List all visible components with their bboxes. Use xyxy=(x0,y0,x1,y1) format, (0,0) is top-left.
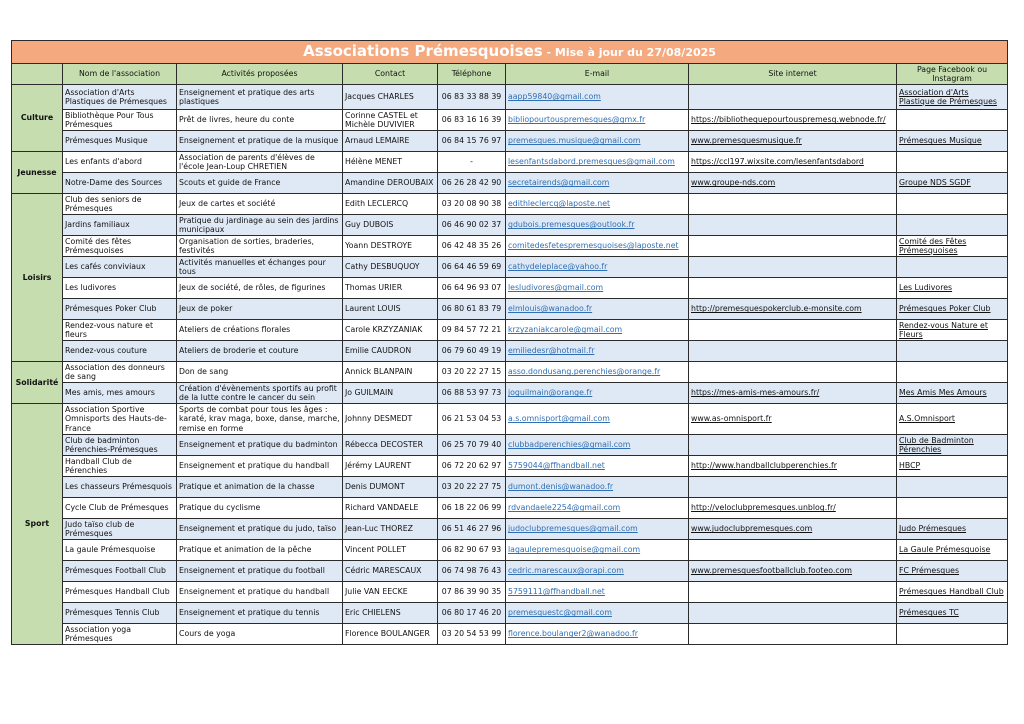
activity-cell: Pratique et animation de la chasse xyxy=(177,477,343,498)
phone-cell: - xyxy=(438,152,506,173)
category-cell: Jeunesse xyxy=(12,152,63,194)
activity-cell: Enseignement et pratique du football xyxy=(177,561,343,582)
phone-cell: 06 46 90 02 37 xyxy=(438,215,506,236)
association-name: La gaule Prémesquoise xyxy=(63,540,177,561)
social-page-link[interactable]: Prémesques Poker Club xyxy=(897,299,1008,320)
contact-cell: Edith LECLERCQ xyxy=(343,194,438,215)
association-name: Prémesques Musique xyxy=(63,131,177,152)
contact-cell: Emilie CAUDRON xyxy=(343,341,438,362)
category-column-header xyxy=(12,64,63,85)
email-link[interactable]: gdubois.premesques@outlook.fr xyxy=(506,215,689,236)
update-date: - Mise à jour du 27/08/2025 xyxy=(542,46,716,59)
social-page-link[interactable]: Les Ludivores xyxy=(897,278,1008,299)
contact-cell: Thomas URIER xyxy=(343,278,438,299)
contact-cell: Rébecca DECOSTER xyxy=(343,435,438,456)
contact-cell: Annick BLANPAIN xyxy=(343,362,438,383)
column-header-row xyxy=(12,64,1008,85)
activity-cell: Enseignement et pratique du handball xyxy=(177,582,343,603)
website-link[interactable]: www.as-omnisport.fr xyxy=(689,404,897,435)
website-link xyxy=(689,603,897,624)
email-link[interactable]: joguilmain@orange.fr xyxy=(506,383,689,404)
table-row xyxy=(12,194,1008,215)
association-name: Judo taïso club de Prémesques xyxy=(63,519,177,540)
email-link[interactable]: 5759111@ffhandball.net xyxy=(506,582,689,603)
table-row xyxy=(12,561,1008,582)
website-link[interactable]: http://www.handballclubperenchies.fr xyxy=(689,456,897,477)
association-name: Notre-Dame des Sources xyxy=(63,173,177,194)
social-page-link[interactable]: Prémesques Handball Club xyxy=(897,582,1008,603)
activity-column-header: Activités proposées xyxy=(177,64,343,85)
email-link[interactable]: asso.dondusang.perenchies@orange.fr xyxy=(506,362,689,383)
email-link[interactable]: lesenfantsdabord.premesques@gmail.com xyxy=(506,152,689,173)
name-column-header: Nom de l'association xyxy=(63,64,177,85)
email-link[interactable]: premesques.musique@gmail.com xyxy=(506,131,689,152)
activity-cell: Jeux de cartes et société xyxy=(177,194,343,215)
social-page-link xyxy=(897,194,1008,215)
association-name: Mes amis, mes amours xyxy=(63,383,177,404)
phone-cell: 03 20 54 53 99 xyxy=(438,624,506,645)
phone-cell: 06 42 48 35 26 xyxy=(438,236,506,257)
table-row xyxy=(12,320,1008,341)
contact-cell: Cédric MARESCAUX xyxy=(343,561,438,582)
phone-cell: 06 64 96 93 07 xyxy=(438,278,506,299)
social-page-link[interactable]: HBCP xyxy=(897,456,1008,477)
table-row xyxy=(12,383,1008,404)
association-name: Les chasseurs Prémesquois xyxy=(63,477,177,498)
activity-cell: Association de parents d'élèves de l'école Jean-Loup CHRETIEN xyxy=(177,152,343,173)
association-name: Club de badminton Pérenchies-Prémesques xyxy=(63,435,177,456)
website-link[interactable]: www.premesquesfootballclub.footeo.com xyxy=(689,561,897,582)
contact-cell: Vincent POLLET xyxy=(343,540,438,561)
social-page-link[interactable]: Prémesques TC xyxy=(897,603,1008,624)
website-link[interactable]: https://bibliothequepourtouspremesq.webnode.fr/ xyxy=(689,110,897,131)
table-row xyxy=(12,152,1008,173)
contact-cell: Cathy DESBUQUOY xyxy=(343,257,438,278)
phone-cell: 06 72 20 62 97 xyxy=(438,456,506,477)
email-link[interactable]: cathydeleplace@yahoo.fr xyxy=(506,257,689,278)
phone-cell: 06 79 60 49 19 xyxy=(438,341,506,362)
category-cell: Solidarité xyxy=(12,362,63,404)
table-row xyxy=(12,404,1008,435)
association-name: Association des donneurs de sang xyxy=(63,362,177,383)
table-row xyxy=(12,110,1008,131)
table-row xyxy=(12,540,1008,561)
email-link[interactable]: elmlouis@wanadoo.fr xyxy=(506,299,689,320)
activity-cell: Enseignement et pratique de la musique xyxy=(177,131,343,152)
website-link[interactable]: https://ccl197.wixsite.com/lesenfantsdabord xyxy=(689,152,897,173)
social-page-link[interactable]: Prémesques Musique xyxy=(897,131,1008,152)
social-page-link xyxy=(897,215,1008,236)
social-page-link[interactable]: A.S.Omnisport xyxy=(897,404,1008,435)
table-row xyxy=(12,519,1008,540)
association-name: Prémesques Tennis Club xyxy=(63,603,177,624)
association-name: Prémesques Handball Club xyxy=(63,582,177,603)
category-cell: Sport xyxy=(12,404,63,645)
association-name: Rendez-vous nature et fleurs xyxy=(63,320,177,341)
contact-cell: Johnny DESMEDT xyxy=(343,404,438,435)
activity-cell: Don de sang xyxy=(177,362,343,383)
table-row xyxy=(12,362,1008,383)
website-link[interactable]: http://premesquespokerclub.e-monsite.com xyxy=(689,299,897,320)
website-link xyxy=(689,278,897,299)
website-link xyxy=(689,320,897,341)
contact-cell: Denis DUMONT xyxy=(343,477,438,498)
social-page-link xyxy=(897,341,1008,362)
contact-cell: Carole KRZYZANIAK xyxy=(343,320,438,341)
activity-cell: Pratique du jardinage au sein des jardins municipaux xyxy=(177,215,343,236)
table-row xyxy=(12,85,1008,110)
social-page-link xyxy=(897,110,1008,131)
website-column-header: Site internet xyxy=(689,64,897,85)
email-link[interactable]: comitedesfetespremesquoises@laposte.net xyxy=(506,236,689,257)
activity-cell: Enseignement et pratique du badminton xyxy=(177,435,343,456)
contact-column-header: Contact xyxy=(343,64,438,85)
activity-cell: Ateliers de broderie et couture xyxy=(177,341,343,362)
activity-cell: Ateliers de créations florales xyxy=(177,320,343,341)
activity-cell: Cours de yoga xyxy=(177,624,343,645)
email-link[interactable]: 5759044@ffhandball.net xyxy=(506,456,689,477)
email-link[interactable]: cedric.marescaux@orapi.com xyxy=(506,561,689,582)
activity-cell: Enseignement et pratique du judo, taïso xyxy=(177,519,343,540)
social-page-link[interactable]: La Gaule Prémesquoise xyxy=(897,540,1008,561)
social-page-link xyxy=(897,152,1008,173)
activity-cell: Pratique et animation de la pêche xyxy=(177,540,343,561)
phone-cell: 03 20 22 27 75 xyxy=(438,477,506,498)
email-link[interactable]: krzyzaniakcarole@gmail.com xyxy=(506,320,689,341)
contact-cell: Laurent LOUIS xyxy=(343,299,438,320)
associations-table xyxy=(11,40,1008,645)
social-page-link[interactable]: Groupe NDS SGDF xyxy=(897,173,1008,194)
activity-cell: Prêt de livres, heure du conte xyxy=(177,110,343,131)
email-column-header: E-mail xyxy=(506,64,689,85)
email-link[interactable]: premesquestc@gmail.com xyxy=(506,603,689,624)
email-link[interactable]: dumont.denis@wanadoo.fr xyxy=(506,477,689,498)
phone-cell: 06 84 15 76 97 xyxy=(438,131,506,152)
contact-cell: Richard VANDAELE xyxy=(343,498,438,519)
social-page-link[interactable]: Club de Badminton Pérenchies xyxy=(897,435,1008,456)
phone-cell: 06 80 17 46 20 xyxy=(438,603,506,624)
website-link xyxy=(689,435,897,456)
table-row xyxy=(12,236,1008,257)
contact-cell: Eric CHIELENS xyxy=(343,603,438,624)
contact-cell: Jean-Luc THOREZ xyxy=(343,519,438,540)
contact-cell: Guy DUBOIS xyxy=(343,215,438,236)
phone-cell: 03 20 22 27 15 xyxy=(438,362,506,383)
phone-cell: 06 88 53 97 73 xyxy=(438,383,506,404)
social-column-header: Page Facebook ou Instagram xyxy=(897,64,1008,85)
contact-cell: Jérémy LAURENT xyxy=(343,456,438,477)
association-name: Les ludivores xyxy=(63,278,177,299)
activity-cell: Enseignement et pratique du tennis xyxy=(177,603,343,624)
activity-cell: Organisation de sorties, braderies, festivités xyxy=(177,236,343,257)
association-name: Jardins familiaux xyxy=(63,215,177,236)
contact-cell: Jacques CHARLES xyxy=(343,85,438,110)
social-page-link[interactable]: Judo Prémesques xyxy=(897,519,1008,540)
website-link xyxy=(689,624,897,645)
email-link[interactable]: lagaulepremesquoise@gmail.com xyxy=(506,540,689,561)
website-link xyxy=(689,582,897,603)
contact-cell: Hélène MENET xyxy=(343,152,438,173)
website-link[interactable]: www.judoclubpremesques.com xyxy=(689,519,897,540)
website-link xyxy=(689,215,897,236)
activity-cell: Pratique du cyclisme xyxy=(177,498,343,519)
social-page-link[interactable]: Association d'Arts Plastique de Prémesques xyxy=(897,85,1008,110)
table-row xyxy=(12,603,1008,624)
title-text: Associations Prémesquoises xyxy=(303,42,543,60)
association-name: Les cafés conviviaux xyxy=(63,257,177,278)
phone-cell: 06 26 28 42 90 xyxy=(438,173,506,194)
social-page-link xyxy=(897,257,1008,278)
contact-cell: Jo GUILMAIN xyxy=(343,383,438,404)
email-link[interactable]: judoclubpremesques@gmail.com xyxy=(506,519,689,540)
email-link[interactable]: a.s.omnisport@gmail.com xyxy=(506,404,689,435)
phone-cell: 06 64 46 59 69 xyxy=(438,257,506,278)
table-row xyxy=(12,131,1008,152)
phone-column-header: Téléphone xyxy=(438,64,506,85)
phone-cell: 06 21 53 04 53 xyxy=(438,404,506,435)
activity-cell: Sports de combat pour tous les âges : karaté, krav maga, boxe, danse, marche, remise en forme xyxy=(177,404,343,435)
contact-cell: Amandine DEROUBAIX xyxy=(343,173,438,194)
email-link[interactable]: clubbadperenchies@gmail.com xyxy=(506,435,689,456)
email-link[interactable]: emiliedesr@hotmail.fr xyxy=(506,341,689,362)
social-page-link xyxy=(897,624,1008,645)
activity-cell: Activités manuelles et échanges pour tous xyxy=(177,257,343,278)
contact-cell: Arnaud LEMAIRE xyxy=(343,131,438,152)
table-row xyxy=(12,215,1008,236)
phone-cell: 06 25 70 79 40 xyxy=(438,435,506,456)
association-name: Bibliothèque Pour Tous Prémesques xyxy=(63,110,177,131)
association-name: Les enfants d'abord xyxy=(63,152,177,173)
website-link xyxy=(689,236,897,257)
contact-cell: Florence BOULANGER xyxy=(343,624,438,645)
association-name: Comité des fêtes Prémesquoises xyxy=(63,236,177,257)
email-link[interactable]: edithleclercq@laposte.net xyxy=(506,194,689,215)
website-link xyxy=(689,477,897,498)
social-page-link[interactable]: Mes Amis Mes Amours xyxy=(897,383,1008,404)
website-link[interactable]: www.groupe-nds.com xyxy=(689,173,897,194)
phone-cell: 06 80 61 83 79 xyxy=(438,299,506,320)
social-page-link xyxy=(897,362,1008,383)
website-link xyxy=(689,85,897,110)
contact-cell: Julie VAN EECKE xyxy=(343,582,438,603)
association-name: Rendez-vous couture xyxy=(63,341,177,362)
website-link xyxy=(689,341,897,362)
association-name: Handball Club de Pérenchies xyxy=(63,456,177,477)
phone-cell: 06 82 90 67 93 xyxy=(438,540,506,561)
phone-cell: 06 83 33 88 39 xyxy=(438,85,506,110)
table-row xyxy=(12,624,1008,645)
phone-cell: 06 74 98 76 43 xyxy=(438,561,506,582)
association-name: Club des seniors de Prémesques xyxy=(63,194,177,215)
association-name: Association yoga Prémesques xyxy=(63,624,177,645)
contact-cell: Corinne CASTEL et Michèle DUVIVIER xyxy=(343,110,438,131)
social-page-link[interactable]: FC Prémesques xyxy=(897,561,1008,582)
email-link[interactable]: florence.boulanger2@wanadoo.fr xyxy=(506,624,689,645)
table-row xyxy=(12,173,1008,194)
website-link[interactable]: http://veloclubpremesques.unblog.fr/ xyxy=(689,498,897,519)
association-name: Prémesques Poker Club xyxy=(63,299,177,320)
phone-cell: 09 84 57 72 21 xyxy=(438,320,506,341)
activity-cell: Création d'évènements sportifs au profit de la lutte contre le cancer du sein xyxy=(177,383,343,404)
phone-cell: 06 83 16 16 39 xyxy=(438,110,506,131)
association-name: Prémesques Football Club xyxy=(63,561,177,582)
table-row xyxy=(12,257,1008,278)
email-link[interactable]: bibliopourtouspremesques@gmx.fr xyxy=(506,110,689,131)
association-name: Association d'Arts Plastiques de Prémesques xyxy=(63,85,177,110)
email-link[interactable]: aapp59840@gmail.com xyxy=(506,85,689,110)
email-link[interactable]: rdvandaele2254@gmail.com xyxy=(506,498,689,519)
website-link[interactable]: https://mes-amis-mes-amours.fr/ xyxy=(689,383,897,404)
phone-cell: 03 20 08 90 38 xyxy=(438,194,506,215)
table-row xyxy=(12,582,1008,603)
phone-cell: 06 51 46 27 96 xyxy=(438,519,506,540)
website-link xyxy=(689,540,897,561)
activity-cell: Enseignement et pratique du handball xyxy=(177,456,343,477)
page-title xyxy=(12,41,1008,64)
table-row xyxy=(12,477,1008,498)
website-link xyxy=(689,194,897,215)
table-row xyxy=(12,435,1008,456)
social-page-link[interactable]: Comité des Fêtes Prémesquoises xyxy=(897,236,1008,257)
website-link[interactable]: www.premesquesmusique.fr xyxy=(689,131,897,152)
website-link xyxy=(689,257,897,278)
association-name: Cycle Club de Prémesques xyxy=(63,498,177,519)
contact-cell: Yoann DESTROYE xyxy=(343,236,438,257)
phone-cell: 06 18 22 06 99 xyxy=(438,498,506,519)
social-page-link[interactable]: Rendez-vous Nature et Fleurs xyxy=(897,320,1008,341)
category-cell: Culture xyxy=(12,85,63,152)
activity-cell: Jeux de société, de rôles, de figurines xyxy=(177,278,343,299)
table-row xyxy=(12,278,1008,299)
social-page-link xyxy=(897,477,1008,498)
email-link[interactable]: lesludivores@gmail.com xyxy=(506,278,689,299)
table-row xyxy=(12,341,1008,362)
activity-cell: Scouts et guide de France xyxy=(177,173,343,194)
association-name: Association Sportive Omnisports des Hauts-de-France xyxy=(63,404,177,435)
activity-cell: Enseignement et pratique des arts plastiques xyxy=(177,85,343,110)
website-link xyxy=(689,362,897,383)
table-row xyxy=(12,299,1008,320)
category-cell: Loisirs xyxy=(12,194,63,362)
activity-cell: Jeux de poker xyxy=(177,299,343,320)
phone-cell: 07 86 39 90 35 xyxy=(438,582,506,603)
table-row xyxy=(12,456,1008,477)
social-page-link xyxy=(897,498,1008,519)
table-row xyxy=(12,498,1008,519)
email-link[interactable]: secretairends@gmail.com xyxy=(506,173,689,194)
